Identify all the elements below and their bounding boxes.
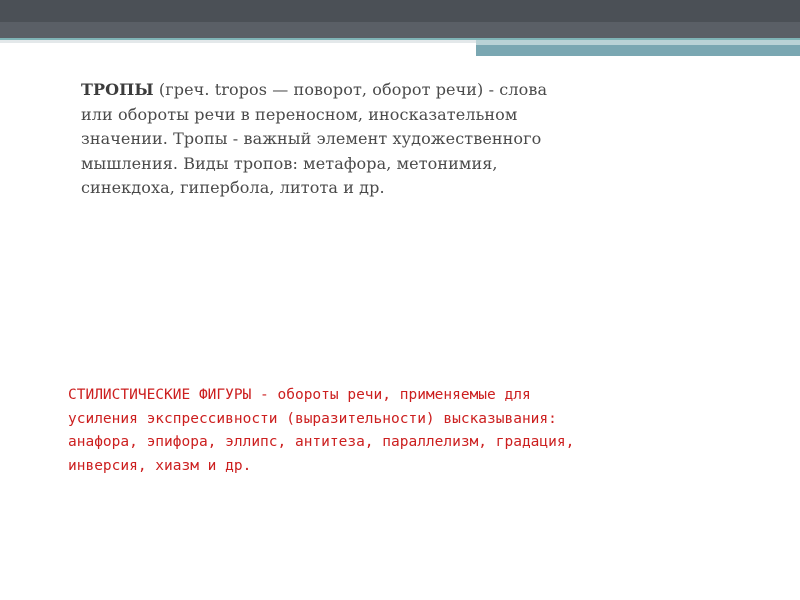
stylistic-figures-definition: СТИЛИСТИЧЕСКИЕ ФИГУРЫ - обороты речи, применяемые для усиления экспрессивности (выразительности) высказывания: анафора, эпифора, эллипс, антитеза, параллелизм, градация, инверсия, хиазм и др.: [68, 387, 575, 474]
tropes-text: (греч. tropos — поворот, оборот речи) - слова или обороты речи в переносном, иносказательном значении. Тропы - важный элемент художественного мышления. Виды тропов: метафора, метонимия, синекдоха, гипербола, литота и др.: [81, 80, 548, 197]
header-light-stripe: [0, 40, 476, 43]
tropes-term: ТРОПЫ: [81, 80, 154, 99]
header-bar-dark-band: [0, 0, 800, 22]
tropes-definition: [81, 78, 581, 201]
header-accent-highlight: [476, 40, 800, 45]
